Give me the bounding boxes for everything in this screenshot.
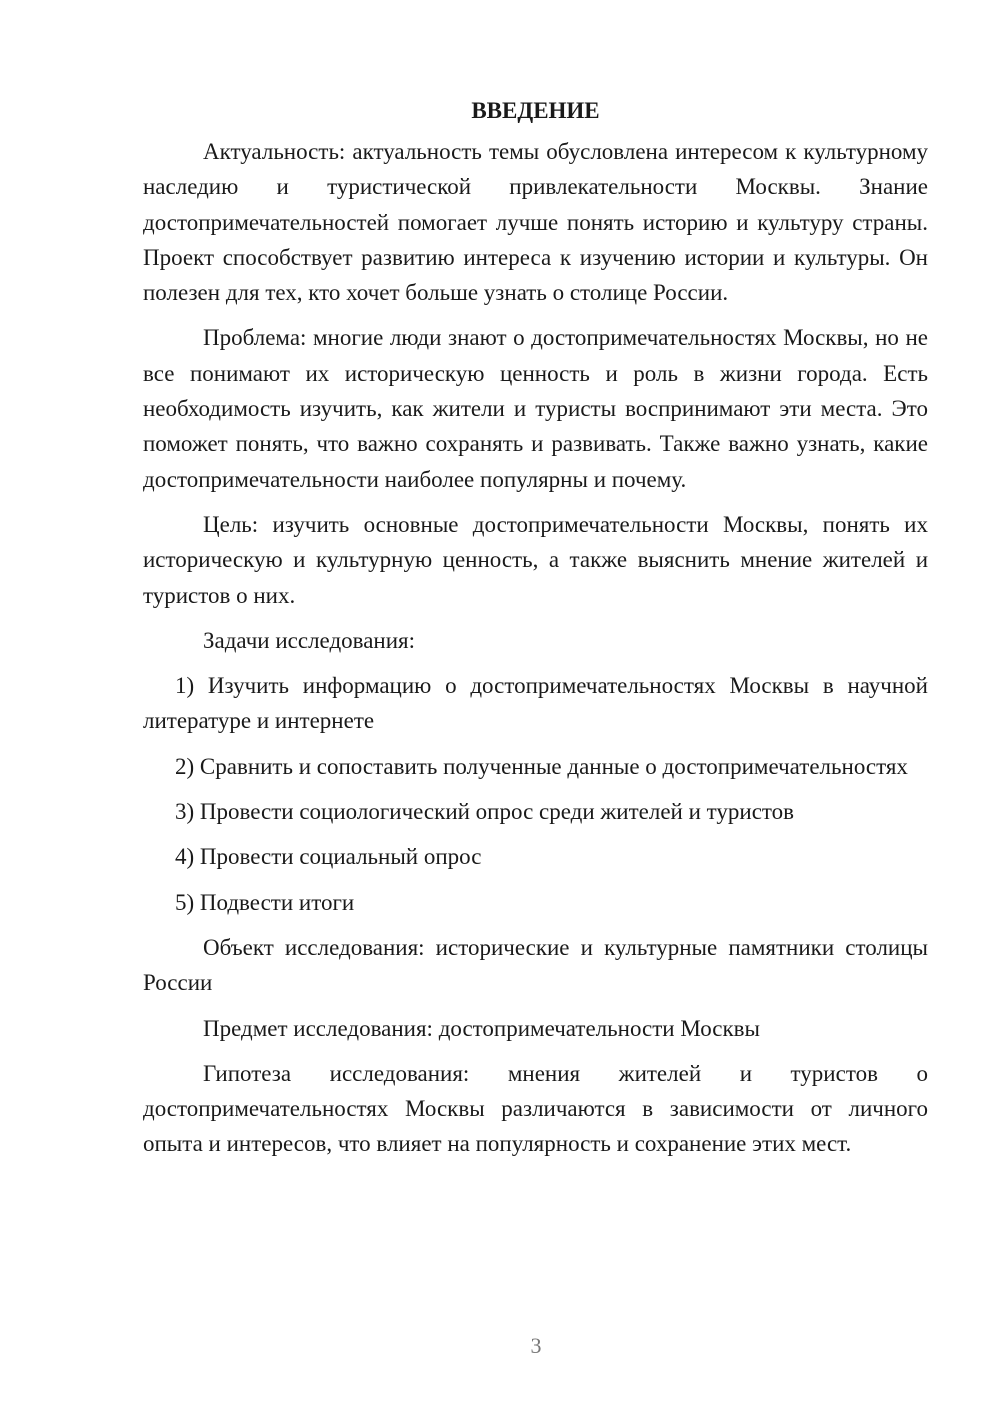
task-item-3: 3) Провести социологический опрос среди жителей и туристов [175, 799, 795, 825]
relevance-paragraph: Актуальность: актуальность темы обусловлена интересом к культурному наследию и туристической привлекательности Москвы. Знание достопримечательностей помогает лучше понять историю и культуру страны. Проект способствует развитию интереса к изучению истории и культуры. Он полезен для тех, кто хочет больше узнать о столице России. [143, 139, 928, 306]
object-paragraph: Объект исследования: исторические и культурные памятники столицы России [143, 934, 928, 996]
task-item-4: 4) Провести социальный опрос [175, 844, 482, 870]
hypothesis-paragraph: Гипотеза исследования: мнения жителей и туристов о достопримечательностях Москвы различаются в зависимости от личного опыта и интересов, что влияет на популярность и сохранение этих мест. [143, 1060, 928, 1157]
problem-paragraph: Проблема: многие люди знают о достопримечательностях Москвы, но не все понимают их историческую ценность и роль в жизни города. Есть необходимость изучить, как жители и туристы воспринимают эти места. Это поможет понять, что важно сохранять и развивать. Также важно узнать, какие достопримечательности наиболее популярны и почему. [143, 325, 928, 492]
page-content [143, 92, 928, 1172]
section-title: ВВЕДЕНИЕ [471, 98, 600, 123]
goal-paragraph: Цель: изучить основные достопримечательности Москвы, понять их историческую и культурную ценность, а также выяснить мнение жителей и туристов о них. [143, 511, 928, 608]
task-item-1: 1) Изучить информацию о достопримечательностях Москвы в научной литературе и интернете [143, 673, 928, 734]
task-item-2: 2) Сравнить и сопоставить полученные данные о достопримечательностях [175, 753, 908, 779]
page-number: 3 [530, 1333, 542, 1358]
subject-paragraph: Предмет исследования: достопримечательности Москвы [203, 1015, 760, 1041]
tasks-heading: Задачи исследования: [203, 627, 416, 653]
task-item-5: 5) Подвести итоги [175, 889, 355, 915]
